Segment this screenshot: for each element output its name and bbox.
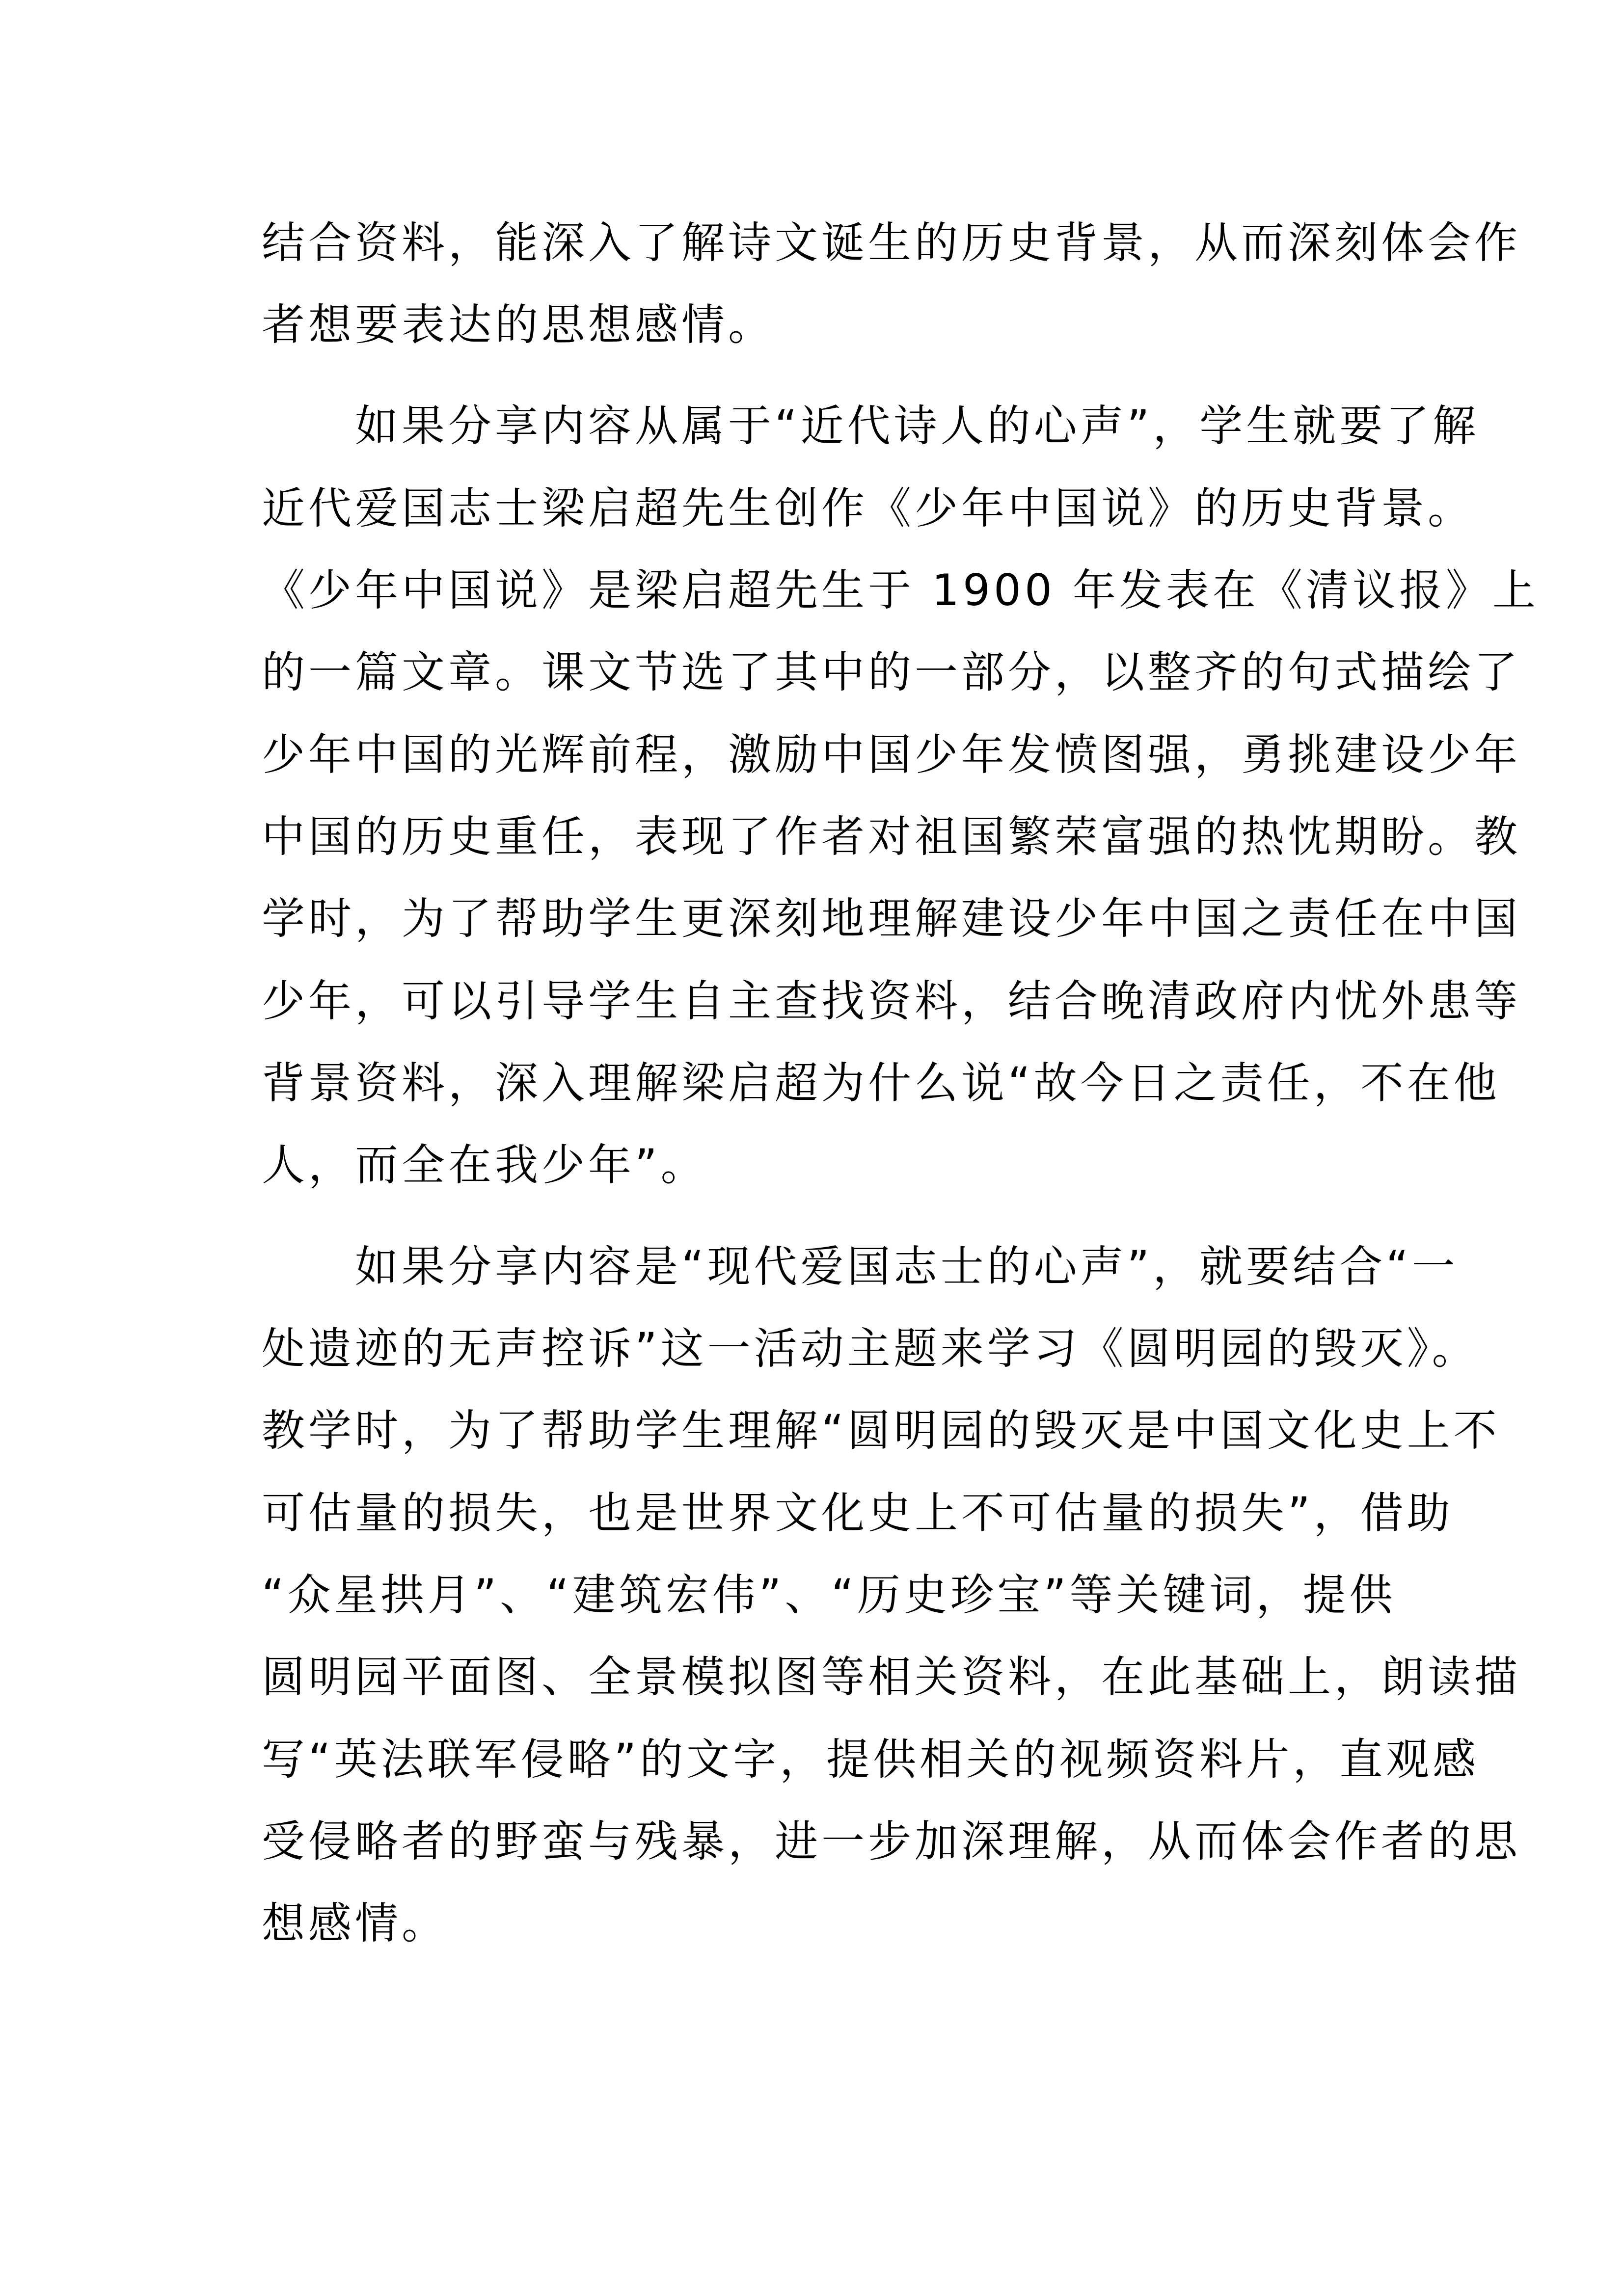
paragraph-2-line-2: 近代爱国志士梁启超先生创作《少年中国说》的历史背景。 [262,483,1475,534]
paragraph-1-line-1: 结合资料，能深入了解诗文诞生的历史背景，从而深刻体会作 [262,217,1521,268]
paragraph-3-line-9: 想感情。 [262,1898,449,1949]
paragraph-2-line-5: 少年中国的光辉前程，激励中国少年发愤图强，勇挑建设少年 [262,729,1521,780]
paragraph-2-line-1: 如果分享内容从属于“近代诗人的心声”，学生就要了解 [262,400,1480,451]
paragraph-3-line-7: 写“英法联军侵略”的文字，提供相关的视频资料片，直观感 [262,1734,1480,1785]
paragraph-3-line-1: 如果分享内容是“现代爱国志士的心声”，就要结合“一 [262,1241,1459,1292]
paragraph-2-line-6: 中国的历史重任，表现了作者对祖国繁荣富强的热忱期盼。教 [262,811,1521,862]
paragraph-3-line-2: 处遗迹的无声控诉”这一活动主题来学习《圆明园的毁灭》。 [262,1323,1479,1374]
paragraph-2-line-7: 学时，为了帮助学生更深刻地理解建设少年中国之责任在中国 [262,893,1521,944]
paragraph-2-line-3: 《少年中国说》是梁启超先生于 1900 年发表在《清议报》上 [262,565,1539,615]
paragraph-3-line-4: 可估量的损失，也是世界文化史上不可估量的损失”，借助 [262,1488,1454,1538]
paragraph-2-line-4: 的一篇文章。课文节选了其中的一部分，以整齐的句式描绘了 [262,647,1521,697]
paragraph-3-line-5: “众星拱月”、“建筑宏伟”、“历史珍宝”等关键词，提供 [262,1570,1396,1620]
paragraph-1-line-2: 者想要表达的思想感情。 [262,299,775,350]
paragraph-2-line-9: 背景资料，深入理解梁启超为什么说“故今日之责任，不在他 [262,1058,1500,1108]
paragraph-3-line-3: 教学时，为了帮助学生理解“圆明园的毁灭是中国文化史上不 [262,1405,1500,1456]
paragraph-2-line-10: 人，而全在我少年”。 [262,1140,707,1190]
paragraph-3-line-8: 受侵略者的野蛮与残暴，进一步加深理解，从而体会作者的思 [262,1816,1521,1867]
paragraph-3-line-6: 圆明园平面图、全景模拟图等相关资料，在此基础上，朗读描 [262,1652,1521,1702]
paragraph-2-line-8: 少年，可以引导学生自主查找资料，结合晚清政府内忧外患等 [262,976,1521,1026]
